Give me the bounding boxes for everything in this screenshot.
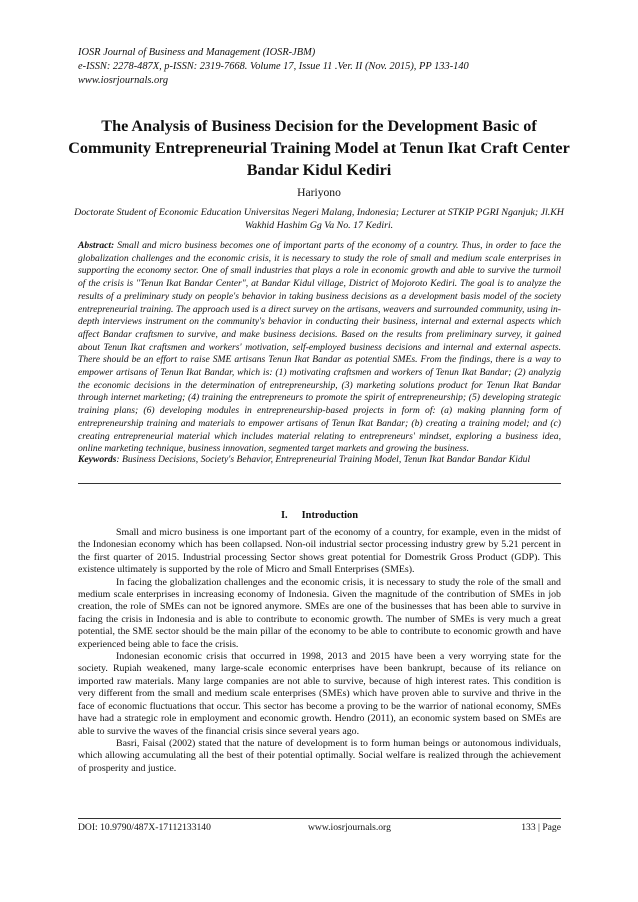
abstract	[78, 240, 561, 456]
section-heading	[78, 510, 561, 521]
body-paragraph: Basri, Faisal (2002) stated that the nature of development is to form human beings or autonomous individuals, which allowing accumulating all the best of their potential optimally. Social welfare is realized through the achievement of prosperity and justice.	[78, 737, 561, 774]
abstract-divider	[78, 483, 561, 484]
journal-header	[78, 46, 568, 88]
section-number: I.	[280, 510, 288, 521]
body-paragraph: Small and micro business is one important part of the economy of a country, for example, even in the midst of the Indonesian economy which has been collapsed. Non-oil industrial sector processing industry grew by 5.21 percent in the first quarter of 2015. Industrial processing Sector shows great potential for Domestrik Gross Product (GDP). This existence ultimately is supported by the role of Micro and Small Enterprises (SMEs).	[78, 527, 561, 576]
section-body	[78, 527, 561, 775]
journal-website: www.iosrjournals.org	[78, 75, 169, 86]
abstract-text: Small and micro business becomes one of important parts of the economy of a country. Thus, in order to face the globalization challenges and the economic crisis, it is necessary to study the role of small and medium scale enterprises in supporting the economy sector. One of small industries that plays a role in economic growth and able to survive the turmoil of the crisis is "Tenun Ikat Bandar Center", at Bandar Kidul village, District of Mojoroto Kediri. The goal is to analyze the results of a preliminary study on people's behavior in taking business decisions as a development basis model of the society entrepreneurial training. The approach used is a direct survey on the artisans, weavers and surrounded community, using in-depth interviews instrument on the community's behavior in conducting their business, internal and external aspects which affect Bandar craftsmen to survive, and make business decisions. Based on the results from preliminary survey, it gained about Tenun Ikat craftsmen and workers' motivation, self-employed business decisions and internal and external aspects. There should be an effort to raise SME artisans Tenun Ikat Bandar as potential SMEs. From the findings, there is a way to empower artisans of Tenun Ikat Bandar, which is: (1) motivating craftsmen and workers of Tenun Ikat Bandar; (2) analyzig the economic decisions in the determination of entrepreneurship, (3) marketing solutions product for Tenun Ikat Bandar through internet marketing; (4) training the entrepreneurs to promote the spirit of entrepreneurship; (5) developing strategic training plans; (6) developing modules in entrepreneurship-based projects in form of: (a) making planning form of entrepreneurship training and materials to empower artisans of Tenun Ikat Bandar; (b) creating a training model; and (c) creating entrepreneurial material which includes material relating to entrepreneurs' mindset, exploring a business idea, online marketing technique, business innovation, segmented target markets and growing the business.	[78, 240, 562, 455]
section-title: Introduction	[301, 510, 359, 521]
footer-website: www.iosrjournals.org	[308, 822, 391, 833]
body-paragraph: Indonesian economic crisis that occurred in 1998, 2013 and 2015 have been a very worrying state for the society. Rupiah weakened, many large-scale economic enterprises have been bankrupt, because of its reliance on imported raw materials. Many large companies are not able to survive, because of high interest rates. This condition is very different from the small and medium scale enterprises (SMEs) which have proven able to survive and thrive in the face of economic fluctuations that occur. This sector has become a proving to be the warrior of national economy, SMEs have had a strategic role in employment and economic growth. Hendro (2011), an economic system based on SMEs are able to survive the waves of the financial crisis since several years ago.	[78, 651, 561, 737]
journal-issn-volume: e-ISSN: 2278-487X, p-ISSN: 2319-7668. Volume 17, Issue 11 .Ver. II (Nov. 2015), PP 133-140	[78, 61, 469, 72]
footer-doi: DOI: 10.9790/487X-17112133140	[78, 822, 211, 833]
paper-title: The Analysis of Business Decision for the Development Basic of Community Entrepreneurial Training Model at Tenun Ikat Craft Center Bandar Kidul Kediri	[68, 117, 570, 179]
keywords	[78, 454, 561, 467]
author-affiliation: Doctorate Student of Economic Education Universitas Negeri Malang, Indonesia; Lecturer at STKIP PGRI Nganjuk; Jl.KH Wakhid Hashim Gg Va No. 17 Kediri.	[74, 207, 564, 231]
abstract-label: Abstract:	[78, 240, 115, 251]
keywords-text: : Business Decisions, Society's Behavior, Entrepreneurial Training Model, Tenun Ikat Bandar Bandar Kidul	[116, 454, 531, 465]
journal-name: IOSR Journal of Business and Management (IOSR-JBM)	[78, 47, 316, 58]
body-paragraph: In facing the globalization challenges and the economic crisis, it is necessary to study the role of the small and medium scale enterprises in increasing economy of Indonesia. Given the magnitude of the contribution of SMEs in job creation, the role of SMEs can not be ignored anymore. SMEs are one of the businesses that has been able to survive in facing the crisis in Indonesia and is able to contribute to economic growth. The number of SMEs is very much a great potential, the SME sector should be the main pillar of the economy to be able to contribute to economic growth and have experienced being able to face the crisis.	[78, 576, 561, 650]
footer-page-number: 133 | Page	[521, 822, 561, 833]
footer-divider	[78, 818, 561, 819]
keywords-label: Keywords	[78, 454, 117, 465]
author-name: Hariyono	[297, 186, 341, 199]
